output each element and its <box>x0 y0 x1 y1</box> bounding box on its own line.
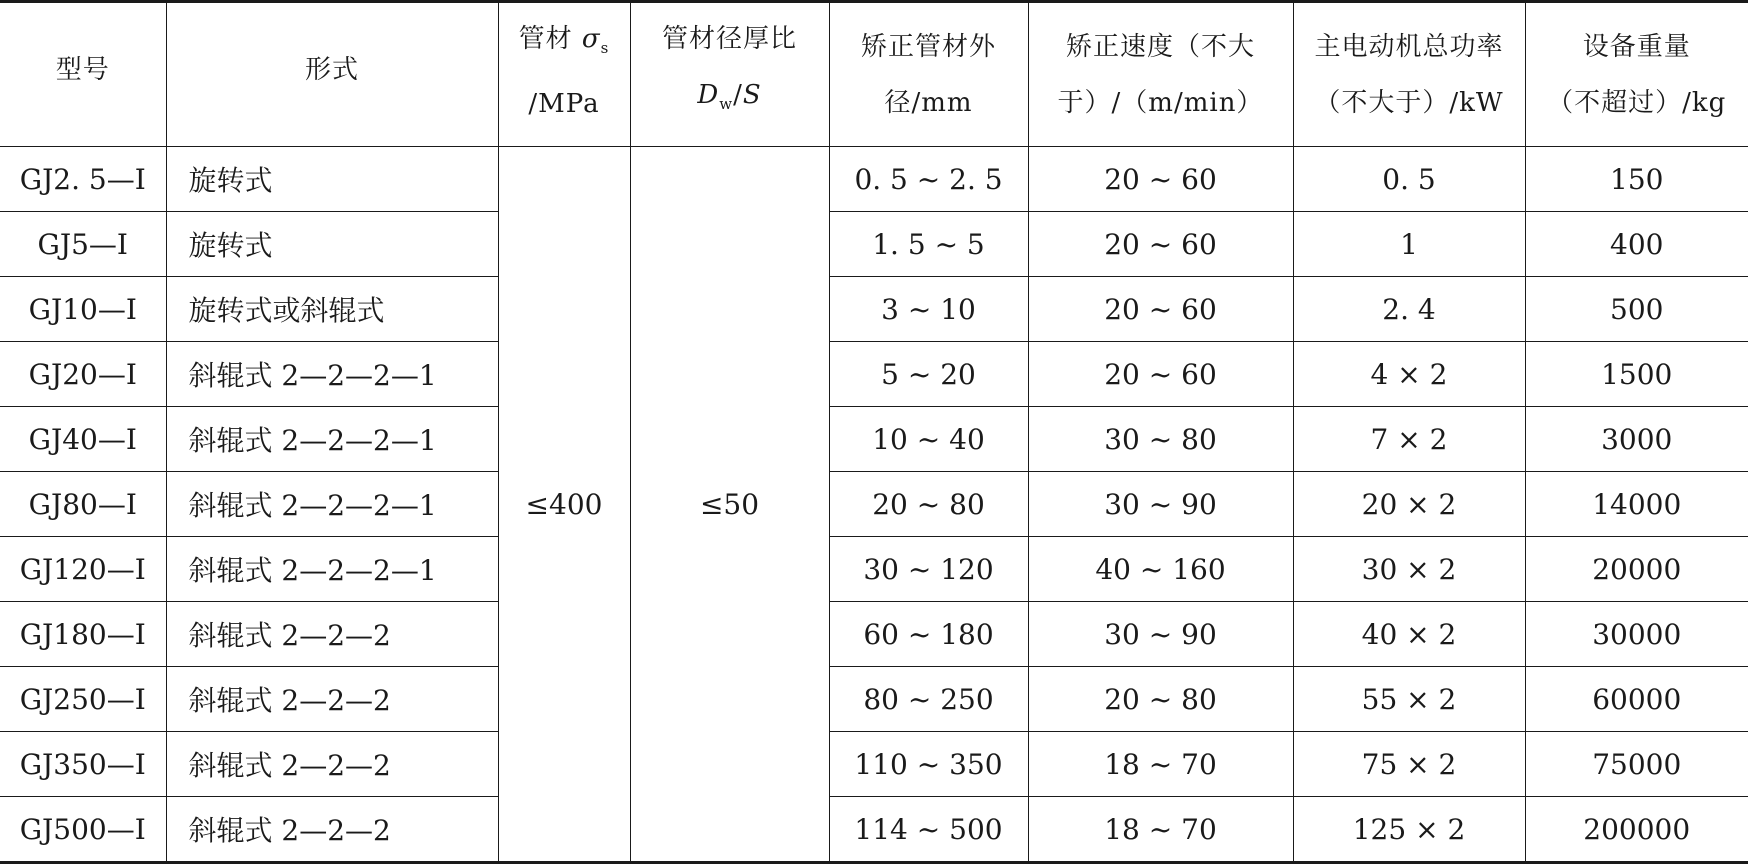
cell-motor-power: 55 × 2 <box>1293 667 1525 732</box>
cell-outer-diameter: 110 ~ 350 <box>829 732 1028 797</box>
cell-speed: 18 ~ 70 <box>1028 797 1293 863</box>
table-row <box>0 212 1748 277</box>
table-row <box>0 797 1748 863</box>
ratio-separator: / <box>733 80 743 110</box>
header-yield-strength <box>498 2 630 147</box>
cell-weight: 3000 <box>1525 407 1748 472</box>
header-sigma-unit: /MPa <box>528 89 600 119</box>
cell-weight: 20000 <box>1525 537 1748 602</box>
ratio-symbol-s: S <box>742 80 762 110</box>
header-speed <box>1028 2 1293 147</box>
cell-model: GJ180—Ⅰ <box>0 602 166 667</box>
table-row <box>0 147 1748 212</box>
cell-motor-power: 30 × 2 <box>1293 537 1525 602</box>
ratio-subscript: w <box>719 95 734 113</box>
table-row <box>0 537 1748 602</box>
cell-form: 旋转式或斜辊式 <box>166 277 498 342</box>
cell-weight: 150 <box>1525 147 1748 212</box>
cell-form: 斜辊式 2—2—2 <box>166 602 498 667</box>
header-outer-diameter <box>829 2 1028 147</box>
cell-speed: 20 ~ 60 <box>1028 342 1293 407</box>
cell-form: 斜辊式 2—2—2 <box>166 732 498 797</box>
cell-model: GJ2. 5—Ⅰ <box>0 147 166 212</box>
cell-speed: 20 ~ 60 <box>1028 277 1293 342</box>
table-row <box>0 732 1748 797</box>
header-outer-dia-line2: 径/mm <box>884 87 973 118</box>
cell-weight: 60000 <box>1525 667 1748 732</box>
header-power-line2: （不大于）/kW <box>1314 87 1504 118</box>
cell-weight: 14000 <box>1525 472 1748 537</box>
header-outer-dia-line1: 矫正管材外 <box>860 31 996 62</box>
cell-yield-strength-merged: ≤400 <box>498 147 630 863</box>
cell-speed: 20 ~ 60 <box>1028 147 1293 212</box>
header-row <box>0 2 1748 147</box>
cell-motor-power: 4 × 2 <box>1293 342 1525 407</box>
cell-speed: 30 ~ 90 <box>1028 472 1293 537</box>
cell-weight: 30000 <box>1525 602 1748 667</box>
table-row <box>0 667 1748 732</box>
cell-motor-power: 20 × 2 <box>1293 472 1525 537</box>
cell-model: GJ40—Ⅰ <box>0 407 166 472</box>
cell-ratio-merged: ≤50 <box>630 147 829 863</box>
cell-motor-power: 75 × 2 <box>1293 732 1525 797</box>
cell-model: GJ500—Ⅰ <box>0 797 166 863</box>
cell-weight: 200000 <box>1525 797 1748 863</box>
ratio-symbol-d: D <box>697 80 720 110</box>
table-row <box>0 277 1748 342</box>
cell-speed: 40 ~ 160 <box>1028 537 1293 602</box>
table-row <box>0 407 1748 472</box>
cell-outer-diameter: 0. 5 ~ 2. 5 <box>829 147 1028 212</box>
cell-motor-power: 0. 5 <box>1293 147 1525 212</box>
cell-outer-diameter: 114 ~ 500 <box>829 797 1028 863</box>
cell-form: 斜辊式 2—2—2—1 <box>166 342 498 407</box>
cell-outer-diameter: 20 ~ 80 <box>829 472 1028 537</box>
cell-model: GJ20—Ⅰ <box>0 342 166 407</box>
cell-motor-power: 7 × 2 <box>1293 407 1525 472</box>
header-weight-line2: （不超过）/kg <box>1547 87 1727 118</box>
cell-form: 斜辊式 2—2—2—1 <box>166 407 498 472</box>
table-body <box>0 147 1748 863</box>
header-form-label: 形式 <box>304 54 359 85</box>
cell-outer-diameter: 80 ~ 250 <box>829 667 1028 732</box>
header-diameter-thickness-ratio <box>630 2 829 147</box>
cell-outer-diameter: 3 ~ 10 <box>829 277 1028 342</box>
cell-form: 旋转式 <box>166 147 498 212</box>
cell-speed: 20 ~ 80 <box>1028 667 1293 732</box>
header-sigma-prefix: 管材 <box>518 24 573 54</box>
cell-speed: 18 ~ 70 <box>1028 732 1293 797</box>
table-row <box>0 602 1748 667</box>
cell-form: 斜辊式 2—2—2 <box>166 797 498 863</box>
cell-weight: 1500 <box>1525 342 1748 407</box>
header-model <box>0 2 166 147</box>
table-row <box>0 472 1748 537</box>
cell-form: 旋转式 <box>166 212 498 277</box>
sigma-symbol: σ <box>581 24 601 54</box>
cell-speed: 20 ~ 60 <box>1028 212 1293 277</box>
table-row <box>0 342 1748 407</box>
cell-outer-diameter: 5 ~ 20 <box>829 342 1028 407</box>
cell-form: 斜辊式 2—2—2—1 <box>166 537 498 602</box>
header-motor-power <box>1293 2 1525 147</box>
header-form <box>166 2 498 147</box>
sigma-subscript: s <box>600 39 610 57</box>
cell-motor-power: 125 × 2 <box>1293 797 1525 863</box>
cell-outer-diameter: 10 ~ 40 <box>829 407 1028 472</box>
header-sigma-line1 <box>499 11 630 76</box>
table-header <box>0 2 1748 147</box>
header-speed-line1: 矫正速度（不大 <box>1065 31 1255 62</box>
cell-motor-power: 40 × 2 <box>1293 602 1525 667</box>
cell-model: GJ250—Ⅰ <box>0 667 166 732</box>
cell-motor-power: 2. 4 <box>1293 277 1525 342</box>
header-weight <box>1525 2 1748 147</box>
header-ratio-line2 <box>631 67 829 132</box>
cell-model: GJ80—Ⅰ <box>0 472 166 537</box>
cell-model: GJ350—Ⅰ <box>0 732 166 797</box>
cell-weight: 500 <box>1525 277 1748 342</box>
cell-outer-diameter: 60 ~ 180 <box>829 602 1028 667</box>
header-speed-line2: 于）/（m/min） <box>1057 87 1264 118</box>
cell-outer-diameter: 30 ~ 120 <box>829 537 1028 602</box>
cell-speed: 30 ~ 90 <box>1028 602 1293 667</box>
header-model-label: 型号 <box>55 54 110 85</box>
header-ratio-line1: 管材径厚比 <box>661 24 797 54</box>
header-weight-line1: 设备重量 <box>1582 31 1691 62</box>
cell-weight: 400 <box>1525 212 1748 277</box>
cell-model: GJ5—Ⅰ <box>0 212 166 277</box>
cell-model: GJ120—Ⅰ <box>0 537 166 602</box>
header-power-line1: 主电动机总功率 <box>1314 31 1504 62</box>
cell-outer-diameter: 1. 5 ~ 5 <box>829 212 1028 277</box>
cell-speed: 30 ~ 80 <box>1028 407 1293 472</box>
cell-model: GJ10—Ⅰ <box>0 277 166 342</box>
cell-form: 斜辊式 2—2—2—1 <box>166 472 498 537</box>
cell-motor-power: 1 <box>1293 212 1525 277</box>
cell-weight: 75000 <box>1525 732 1748 797</box>
cell-form: 斜辊式 2—2—2 <box>166 667 498 732</box>
